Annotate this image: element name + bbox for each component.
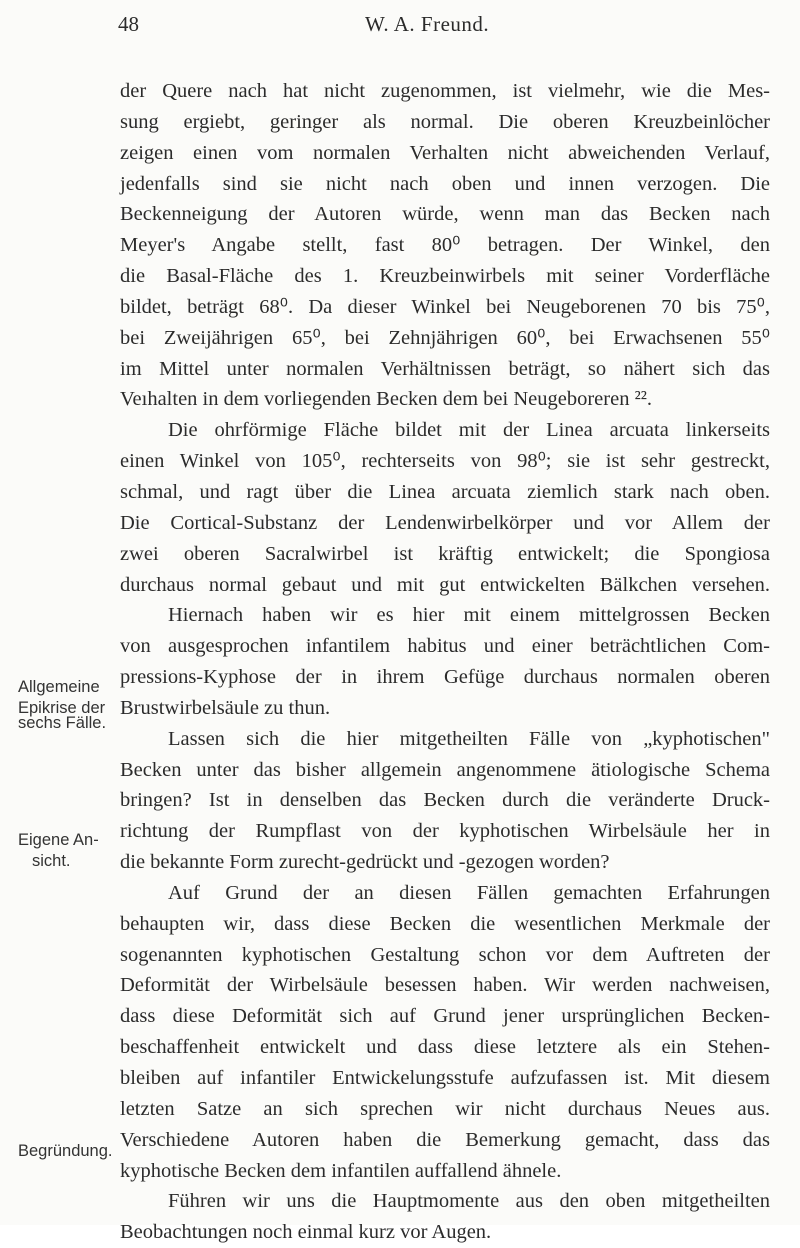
text-line: Meyer's Angabe stellt, fast 80⁰ betragen. Der Winkel, den xyxy=(120,234,770,257)
text-line: zeigen einen vom normalen Verhalten nicht abweichenden Verlauf, xyxy=(120,141,770,164)
text-line: letzten Satze an sich sprechen wir nicht durchaus Neues aus. xyxy=(120,1097,770,1120)
text-line: im Mittel unter normalen Verhältnissen beträgt, so nähert sich das xyxy=(120,357,770,380)
text-line: Die Cortical-Substanz der Lendenwirbelkörper und vor Allem der xyxy=(120,511,770,534)
margin-note-line: Begründung. xyxy=(18,1142,113,1160)
text-line: Deformität der Wirbelsäule besessen haben. Wir werden nachweisen, xyxy=(120,974,770,997)
margin-note-line: sicht. xyxy=(32,852,71,870)
text-line: sogenannten kyphotischen Gestaltung schon vor dem Auftreten der xyxy=(120,943,770,966)
text-line: behaupten wir, dass diese Becken die wesentlichen Merkmale der xyxy=(120,912,770,935)
text-line: von ausgesprochen infantilem habitus und einer beträchtlichen Com- xyxy=(120,635,770,658)
text-line: Die ohrförmige Fläche bildet mit der Linea arcuata linkerseits xyxy=(168,419,770,442)
text-line: bei Zweijährigen 65⁰, bei Zehnjährigen 60⁰, bei Erwachsenen 55⁰ xyxy=(120,326,770,349)
text-line: beschaffenheit entwickelt und dass diese letztere als ein Stehen- xyxy=(120,1036,770,1059)
text-line: Lassen sich die hier mitgetheilten Fälle von „kyphotischen" xyxy=(168,727,770,750)
text-line: bringen? Ist in denselben das Becken durch die veränderte Druck- xyxy=(120,789,770,812)
text-line: kyphotische Becken dem infantilen auffallend ähnele. xyxy=(120,1159,562,1182)
text-line: Verschiedene Autoren haben die Bemerkung gemacht, dass das xyxy=(120,1128,770,1151)
text-line: schmal, und ragt über die Linea arcuata ziemlich stark nach oben. xyxy=(120,480,770,503)
text-line: zwei oberen Sacralwirbel ist kräftig entwickelt; die Spongiosa xyxy=(120,542,770,565)
text-line: die bekannte Form zurecht-gedrückt und -gezogen worden? xyxy=(120,851,610,874)
page-header xyxy=(0,12,800,42)
text-line: einen Winkel von 105⁰, rechterseits von 98⁰; sie ist sehr gestreckt, xyxy=(120,450,770,473)
text-line: sung ergiebt, geringer als normal. Die oberen Kreuzbeinlöcher xyxy=(120,110,770,133)
text-line: pressions-Kyphose der in ihrem Gefüge durchaus normalen oberen xyxy=(120,666,770,689)
text-line: Veıhalten in dem vorliegenden Becken dem bei Neugeboreren ²². xyxy=(120,388,652,411)
text-line: der Quere nach hat nicht zugenommen, ist vielmehr, wie die Mes- xyxy=(120,80,770,102)
text-line: richtung der Rumpflast von der kyphotischen Wirbelsäule her in xyxy=(120,820,770,843)
margin-note-line: Eigene An- xyxy=(18,831,99,849)
margin-note-allgemeine-epikrise xyxy=(18,680,118,731)
running-head: W. A. Freund. xyxy=(365,12,490,36)
margin-note-begruendung xyxy=(18,1144,118,1159)
margin-note-eigene-ansicht xyxy=(18,833,118,869)
text-line: bildet, beträgt 68⁰. Da dieser Winkel bei Neugeborenen 70 bis 75⁰, xyxy=(120,295,770,318)
page-number: 48 xyxy=(118,12,139,36)
text-line: Brustwirbelsäule zu thun. xyxy=(120,696,331,719)
text-line: Führen wir uns die Hauptmomente aus den oben mitgetheilten xyxy=(168,1190,770,1213)
margin-note-line: Epikrise der xyxy=(18,699,106,717)
text-line: bleiben auf infantiler Entwickelungsstufe aufzufassen ist. Mit diesem xyxy=(120,1067,770,1089)
text-line: Beckenneigung der Autoren würde, wenn man das Becken nach xyxy=(120,203,770,226)
text-line: Becken unter das bisher allgemein angenommene ätiologische Schema xyxy=(120,758,770,781)
margin-note-line: Allgemeine xyxy=(18,678,100,696)
text-line: Auf Grund der an diesen Fällen gemachten Erfahrungen xyxy=(168,881,770,904)
text-line: jedenfalls sind sie nicht nach oben und innen verzogen. Die xyxy=(120,172,770,195)
text-line: die Basal-Fläche des 1. Kreuzbeinwirbels mit seiner Vorderfläche xyxy=(120,265,770,288)
text-line: Beobachtungen noch einmal kurz vor Augen. xyxy=(120,1221,492,1244)
text-line: dass diese Deformität sich auf Grund jener ursprünglichen Becken- xyxy=(120,1005,770,1028)
margin-note-line: sechs Fälle. xyxy=(18,714,107,732)
text-line: Hiernach haben wir es hier mit einem mittelgrossen Becken xyxy=(168,604,770,627)
text-line: durchaus normal gebaut und mit gut entwickelten Bälkchen versehen. xyxy=(120,573,770,596)
body-text xyxy=(120,76,770,1248)
